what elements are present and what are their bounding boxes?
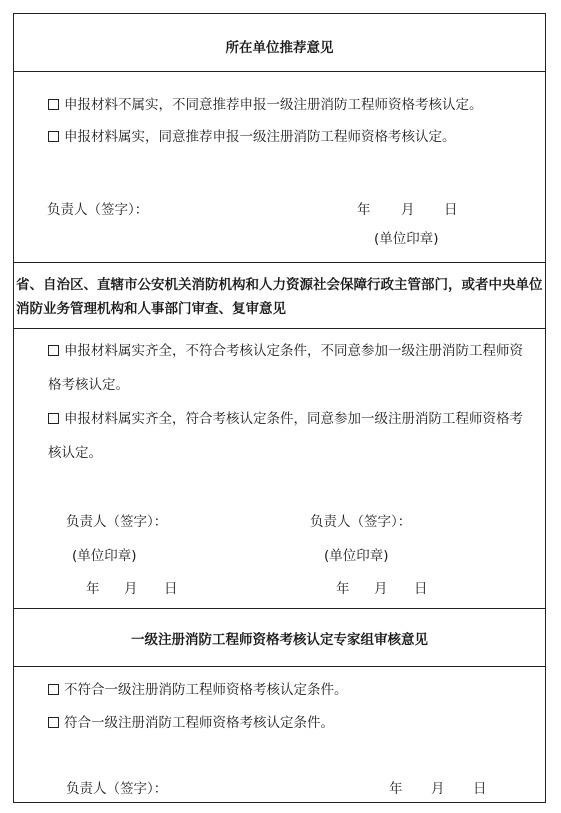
divider [14, 71, 545, 72]
option-label: 符合一级注册消防工程师资格考核认定条件。 [64, 715, 334, 731]
section1-month: 月 [401, 202, 415, 218]
option-label: 申报材料属实齐全，符合考核认定条件，同意参加一级注册消防工程师资格考核认定。 [48, 411, 523, 461]
section1-option-not-true[interactable] [48, 93, 483, 113]
section3-month: 月 [431, 781, 445, 797]
option-label: 申报材料属实，同意推荐申报一级注册消防工程师资格考核认定。 [64, 129, 456, 145]
section2-left-seal: (单位印章) [72, 548, 137, 564]
section2-option-qualified[interactable] [48, 402, 535, 470]
section3-signer-label: 负责人（签字）： [66, 781, 168, 797]
section3-option-not-qualified[interactable] [48, 678, 348, 698]
section1-day: 日 [444, 202, 458, 218]
section2-right-day: 日 [414, 581, 428, 597]
divider [14, 262, 545, 263]
section2-right-year: 年 [336, 581, 350, 597]
checkbox-icon[interactable] [48, 717, 59, 728]
section2-right-seal: (单位印章) [324, 548, 389, 564]
section1-signer-label: 负责人（签字）： [47, 202, 149, 218]
section3-option-qualified[interactable] [48, 711, 334, 731]
section2-right-signer-label: 负责人（签字）： [310, 514, 412, 530]
section3-title: 一级注册消防工程师资格考核认定专家组审核意见 [131, 632, 428, 648]
section2-left-signer-label: 负责人（签字）： [66, 514, 168, 530]
section2-left-month: 月 [124, 581, 138, 597]
section2-left-year: 年 [86, 581, 100, 597]
section1-seal: (单位印章) [374, 231, 439, 247]
option-label: 申报材料属实齐全，不符合考核认定条件，不同意参加一级注册消防工程师资格考核认定。 [48, 343, 523, 393]
checkbox-icon[interactable] [48, 99, 59, 110]
section3-day: 日 [473, 781, 487, 797]
checkbox-icon[interactable] [48, 131, 59, 142]
section2-left-day: 日 [164, 581, 178, 597]
checkbox-icon[interactable] [48, 345, 59, 356]
section1-year: 年 [357, 202, 371, 218]
section1-title: 所在单位推荐意见 [225, 40, 334, 56]
section2-option-not-qualified[interactable] [48, 334, 535, 402]
section3-year: 年 [389, 781, 403, 797]
divider [14, 666, 545, 667]
checkbox-icon[interactable] [48, 413, 59, 424]
checkbox-icon[interactable] [48, 684, 59, 695]
section1-option-true[interactable] [48, 125, 456, 145]
option-label: 不符合一级注册消防工程师资格考核认定条件。 [64, 682, 348, 698]
divider [14, 608, 545, 609]
review-opinion-form [13, 13, 546, 803]
section2-title: 省、自治区、直辖市公安机关消防机构和人力资源社会保障行政主管部门，或者中央单位消防业务管理机构和人事部门审查、复审意见 [16, 277, 543, 317]
divider [14, 328, 545, 329]
option-label: 申报材料不属实，不同意推荐申报一级注册消防工程师资格考核认定。 [64, 97, 483, 113]
section2-right-month: 月 [374, 581, 388, 597]
